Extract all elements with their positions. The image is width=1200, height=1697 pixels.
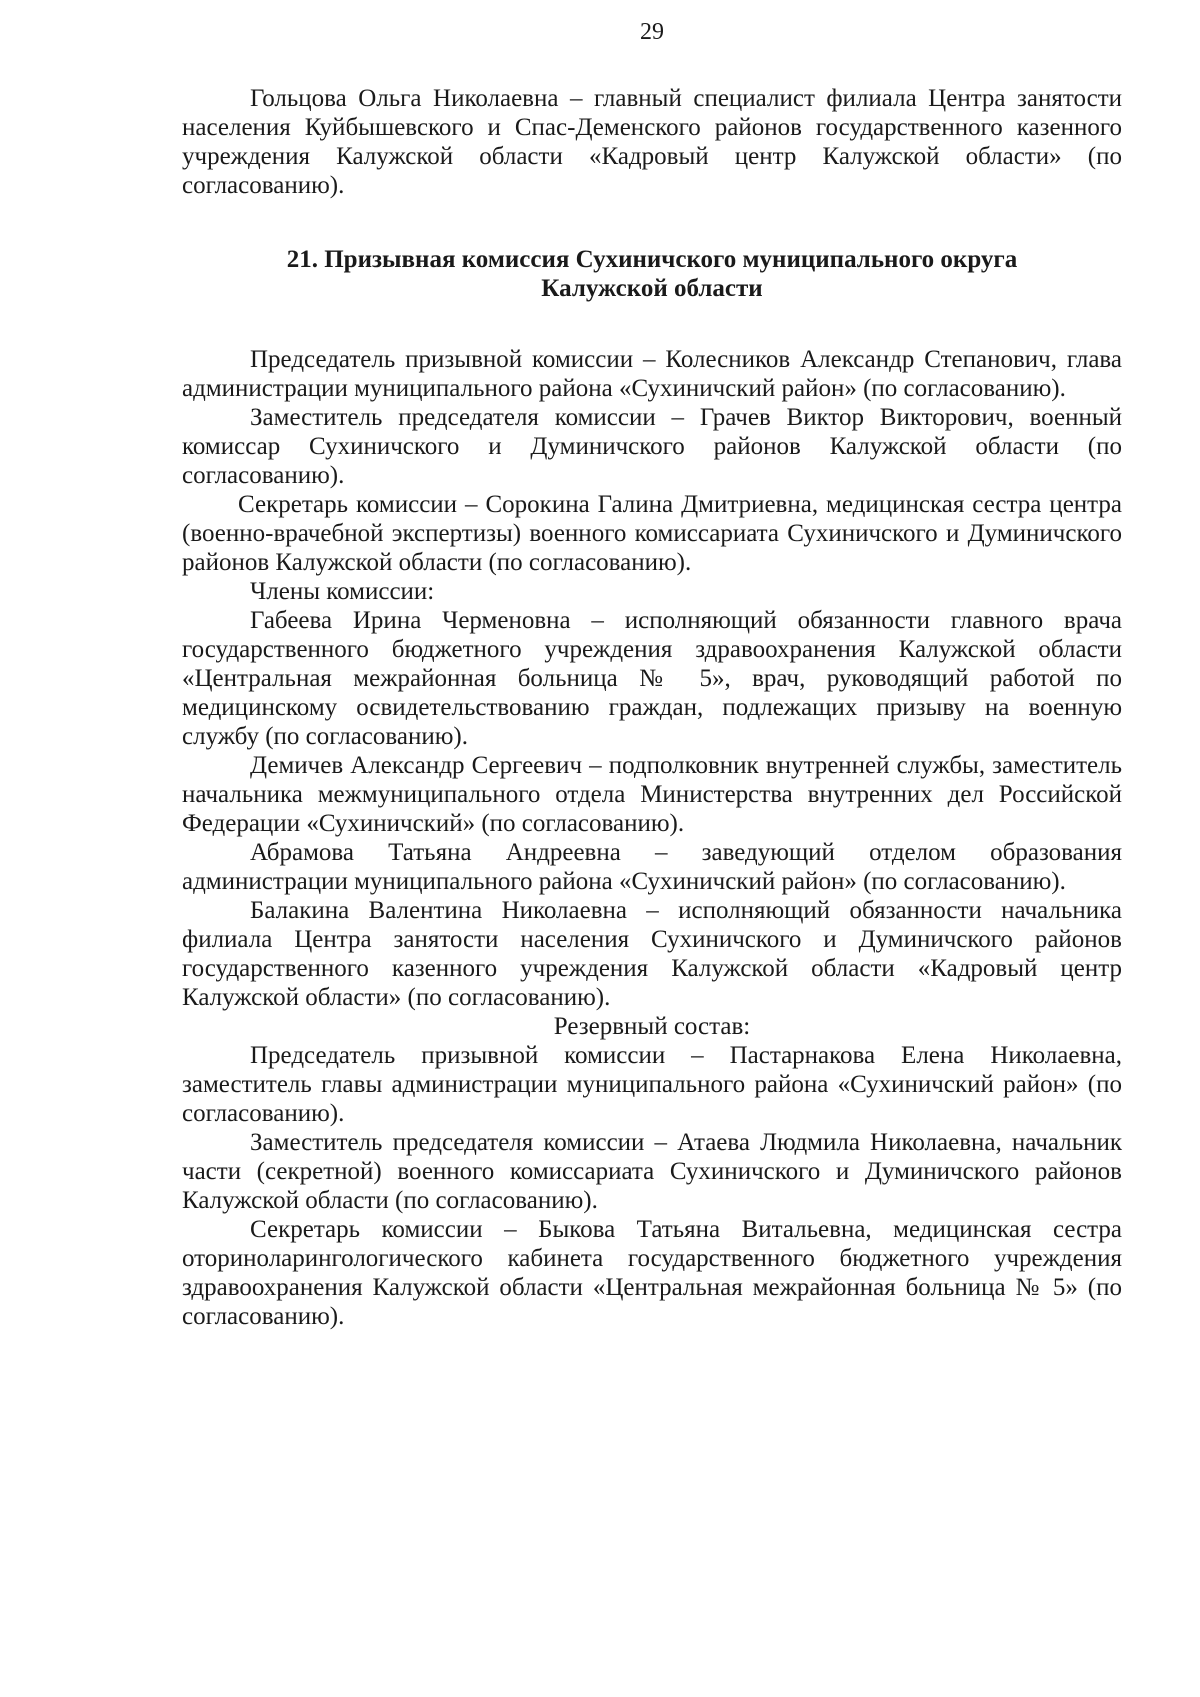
deputy-paragraph: Заместитель председателя комиссии – Грачев Виктор Викторович, военный комиссар Сухиничского и Думиничского районов Калужской области (по согласованию). — [182, 404, 1122, 489]
members-label: Члены комиссии: — [250, 578, 435, 605]
member-paragraph: Демичев Александр Сергеевич – подполковник внутренней службы, заместитель начальника межмуниципального отдела Министерства внутренних дел Российской Федерации «Сухиничский» (по согласованию). — [182, 752, 1122, 837]
secretary-paragraph: Секретарь комиссии – Сорокина Галина Дмитриевна, медицинская сестра центра (военно-врачебной экспертизы) военного комиссариата Сухиничского и Думиничского районов Калужской области (по согласованию). — [182, 491, 1122, 576]
reserve-deputy-paragraph: Заместитель председателя комиссии – Атаева Людмила Николаевна, начальник части (секретной) военного комиссариата Сухиничского и Думиничского районов Калужской области (по согласованию). — [182, 1129, 1122, 1214]
reserve-secretary-paragraph: Секретарь комиссии – Быкова Татьяна Витальевна, медицинская сестра оториноларингологического кабинета государственного бюджетного учреждения здравоохранения Калужской области «Центральная межрайонная больница № 5» (по согласованию). — [182, 1216, 1122, 1330]
chairman-paragraph: Председатель призывной комиссии – Колесников Александр Степанович, глава администрации муниципального района «Сухиничский район» (по согласованию). — [182, 346, 1122, 402]
top-paragraph: Гольцова Ольга Николаевна – главный специалист филиала Центра занятости населения Куйбышевского и Спас-Деменского районов государственного казенного учреждения Калужской области «Кадровый центр Калужской области» (по согласованию). — [182, 85, 1122, 199]
member-paragraph: Габеева Ирина Черменовна – исполняющий обязанности главного врача государственного бюджетного учреждения здравоохранения Калужской области «Центральная межрайонная больница № 5», врач, руководящий работой по медицинскому освидетельствованию граждан, подлежащих призыву на военную службу (по согласованию). — [182, 607, 1122, 750]
section-title-line2: Калужской области — [541, 275, 763, 302]
reserve-chairman-paragraph: Председатель призывной комиссии – Пастарнакова Елена Николаевна, заместитель главы администрации муниципального района «Сухиничский район» (по согласованию). — [182, 1042, 1122, 1127]
page-number: 29 — [640, 19, 664, 45]
section-title-line1: 21. Призывная комиссия Сухиничского муниципального округа — [286, 246, 1018, 273]
section-title — [182, 245, 1122, 303]
member-paragraph: Абрамова Татьяна Андреевна – заведующий отделом образования администрации муниципального района «Сухиничский район» (по согласованию). — [182, 839, 1122, 895]
reserve-label: Резервный состав: — [553, 1013, 751, 1040]
member-paragraph: Балакина Валентина Николаевна – исполняющий обязанности начальника филиала Центра занятости населения Сухиничского и Думиничского районов государственного казенного учреждения Калужской области «Кадровый центр Калужской области» (по согласованию). — [182, 897, 1122, 1011]
